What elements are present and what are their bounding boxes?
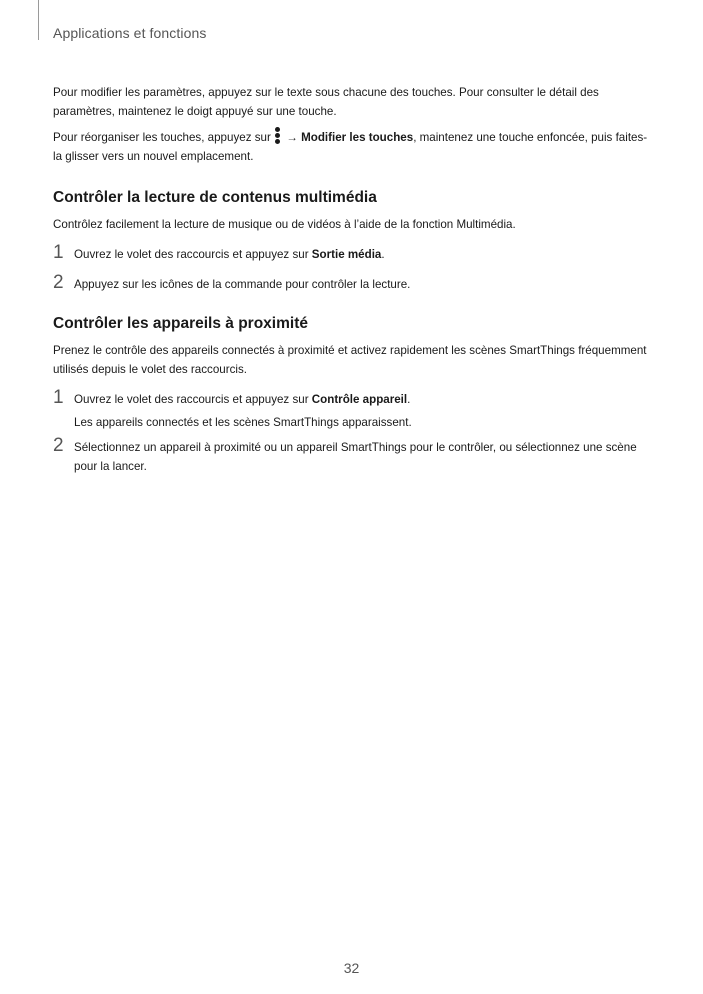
section-heading-media: Contrôler la lecture de contenus multimédia — [53, 189, 377, 206]
intro-paragraph-1: Pour modifier les paramètres, appuyez sur le texte sous chacune des touches. Pour consulter le détail des paramètres, maintenez le doigt appuyé sur une touche. — [53, 86, 599, 118]
media-step-1-text-before: Ouvrez le volet des raccourcis et appuyez sur — [74, 248, 312, 261]
more-options-vertical-icon — [275, 127, 281, 145]
section-media-description: Contrôlez facilement la lecture de musique ou de vidéos à l’aide de la fonction Multimédia. — [53, 218, 516, 231]
section-devices-description: Prenez le contrôle des appareils connectés à proximité et activez rapidement les scènes SmartThings fréquemment utilisés depuis le volet des raccourcis. — [53, 344, 647, 376]
intro-p2-text-after: , maintenez une touche enfoncée, puis faites-la glisser vers un nouvel emplacement. — [53, 131, 648, 163]
main-content — [53, 83, 653, 476]
step-number: 2 — [53, 435, 64, 456]
step-number: 1 — [53, 242, 64, 263]
devices-step-1 — [53, 387, 653, 432]
devices-step-1-bold: Contrôle appareil — [311, 393, 408, 406]
devices-step-2 — [53, 435, 653, 476]
devices-step-1-text-before: Ouvrez le volet des raccourcis et appuyez sur — [74, 393, 312, 406]
devices-step-1-note: Les appareils connectés et les scènes SmartThings apparaissent. — [74, 416, 412, 429]
intro-p2-text-before: Pour réorganiser les touches, appuyez sur — [53, 131, 275, 144]
step-number: 1 — [53, 387, 64, 408]
page-header-title: Applications et fonctions — [53, 25, 207, 41]
intro-paragraph-2 — [53, 127, 653, 166]
media-step-1-text-after: . — [381, 248, 385, 261]
page-number: 32 — [343, 960, 360, 976]
devices-step-1-text-after: . — [407, 393, 411, 406]
media-step-1-bold: Sortie média — [311, 248, 382, 261]
intro-p2-bold-label: Modifier les touches — [301, 131, 414, 144]
header-divider — [38, 0, 39, 40]
section-heading-devices: Contrôler les appareils à proximité — [53, 315, 308, 332]
devices-step-2-text: Sélectionnez un appareil à proximité ou un appareil SmartThings pour le contrôler, ou sélectionnez une scène pour la lancer. — [74, 441, 637, 473]
media-step-2 — [53, 272, 653, 294]
media-step-1 — [53, 242, 653, 264]
media-step-2-text: Appuyez sur les icônes de la commande pour contrôler la lecture. — [74, 278, 411, 291]
step-number: 2 — [53, 272, 64, 293]
arrow-glyph: → — [283, 131, 302, 144]
